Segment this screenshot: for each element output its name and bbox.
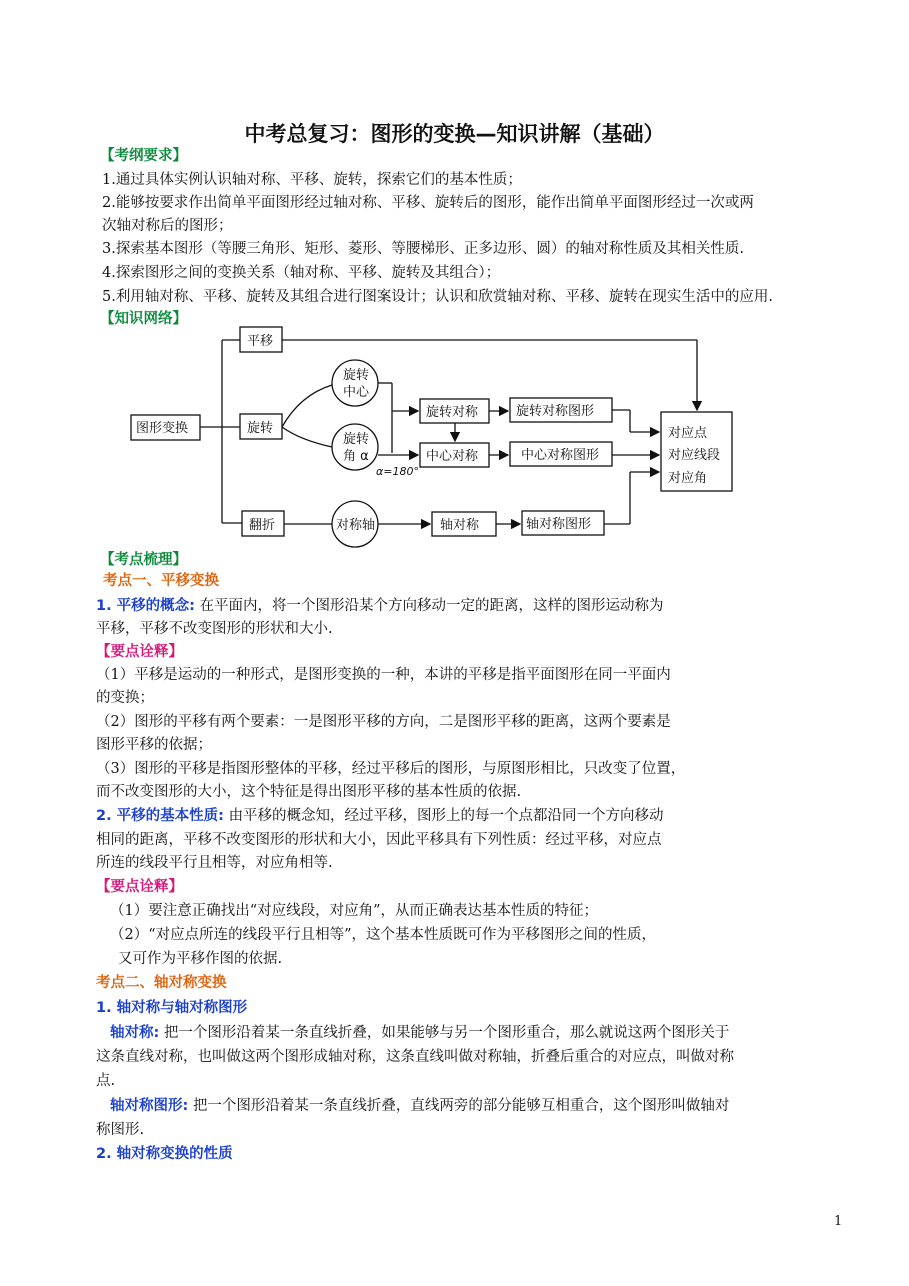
node-pingyi: 平移	[247, 334, 274, 349]
node-central-symmetry-figure: 中心对称图形	[521, 448, 600, 463]
requirement-1: 1.通过具体实例认识轴对称、平移、旋转，探索它们的基本性质；	[102, 172, 522, 188]
requirement-5: 5.利用轴对称、平移、旋转及其组合进行图案设计；认识和欣赏轴对称、平移、旋转在现实生活中的应用.	[102, 289, 773, 305]
axial-symmetric-figure-def-cont: 称图形.	[96, 1122, 145, 1138]
note-2: （2）图形的平移有两个要素：一是图形平移的方向，二是图形平移的距离，这两个要素是	[96, 714, 671, 730]
node-center-line2: 中心	[343, 385, 370, 400]
result-angle: 对应角	[668, 471, 708, 486]
translation-property-cont1: 相同的距离，平移不改变图形的形状和大小，因此平移具有下列性质：经过平移，对应点	[96, 832, 662, 848]
result-segment: 对应线段	[668, 448, 721, 463]
note-3: （3）图形的平移是指图形整体的平移，经过平移后的图形，与原图形相比，只改变了位置，	[96, 761, 686, 777]
page-number: 1	[834, 1214, 843, 1229]
axial-symmetry-def-cont1: 这条直线对称，也叫做这两个图形成轴对称，这条直线叫做对称轴，折叠后重合的对应点，叫做对称	[96, 1049, 734, 1065]
kaodian2-heading: 考点二、轴对称变换	[96, 975, 227, 991]
label-alpha: α=180°	[376, 465, 419, 478]
translation-property-cont2: 所连的线段平行且相等，对应角相等.	[96, 855, 333, 871]
node-axial-symmetry: 轴对称	[440, 518, 480, 533]
node-center-line1: 旋转	[343, 368, 370, 383]
requirement-4: 4.探索图形之间的变换关系（轴对称、平移、旋转及其组合）；	[102, 265, 501, 281]
node-axial-symmetry-figure: 轴对称图形	[526, 517, 592, 532]
requirement-2-cont: 次轴对称后的图形；	[102, 218, 233, 234]
section-kaodian: 【考点梳理】	[100, 552, 187, 568]
translation-property-label: 2. 平移的基本性质:	[96, 808, 224, 824]
note-1-cont: 的变换；	[96, 690, 154, 706]
note-3-cont: 而不改变图形的大小，这个特征是得出图形平移的基本性质的依据.	[96, 784, 522, 800]
translation-property-text: 由平移的概念知，经过平移，图形上的每一个点都沿同一个方向移动	[228, 808, 664, 824]
requirement-3: 3.探索基本图形（等腰三角形、矩形、菱形、等腰梯形、正多边形、圆）的轴对称性质及其相关性质.	[102, 241, 744, 257]
node-fanzhe: 翻折	[249, 518, 276, 533]
node-xuanzhuan: 旋转	[247, 421, 274, 436]
kaodian2-sub2: 2. 轴对称变换的性质	[96, 1146, 233, 1162]
section-kaogang: 【考纲要求】	[100, 148, 187, 164]
node-rotation-symmetry-figure: 旋转对称图形	[516, 404, 595, 419]
axial-symmetry-def	[110, 1023, 729, 1043]
section-zhishi: 【知识网络】	[100, 311, 187, 327]
note-1: （1）平移是运动的一种形式，是图形变换的一种，本讲的平移是指平面图形在同一平面内	[96, 667, 671, 683]
translation-definition-text: 在平面内，将一个图形沿某个方向移动一定的距离，这样的图形运动称为	[199, 598, 664, 614]
axial-symmetry-label: 轴对称:	[110, 1025, 160, 1041]
axial-symmetry-def-cont2: 点.	[96, 1073, 116, 1089]
notes-heading-2: 【要点诠释】	[96, 879, 183, 895]
node-angle-line1: 旋转	[343, 432, 370, 447]
requirement-2: 2.能够按要求作出简单平面图形经过轴对称、平移、旋转后的图形，能作出简单平面图形经过一次或两	[102, 195, 754, 211]
note2-2-cont: 又可作为平移作图的依据.	[118, 951, 283, 967]
axial-symmetric-figure-text: 把一个图形沿着某一条直线折叠，直线两旁的部分能够互相重合，这个图形叫做轴对	[192, 1098, 730, 1114]
notes-heading-1: 【要点诠释】	[96, 644, 183, 660]
result-point: 对应点	[668, 426, 708, 441]
translation-definition-cont: 平移，平移不改变图形的形状和大小.	[96, 621, 333, 637]
page-title: 中考总复习：图形的变换—知识讲解（基础）	[244, 122, 665, 146]
note2-2: （2）“对应点所连的线段平行且相等”，这个基本性质既可作为平移图形之间的性质，	[110, 927, 657, 943]
translation-definition-label: 1. 平移的概念:	[96, 598, 195, 614]
node-rotation-symmetry: 旋转对称	[426, 405, 479, 420]
note-2-cont: 图形平移的依据；	[96, 737, 212, 753]
knowledge-network-diagram	[0, 0, 909, 560]
axial-symmetric-figure-label: 轴对称图形:	[110, 1098, 189, 1114]
node-symmetry-axis: 对称轴	[336, 518, 376, 533]
note2-1: （1）要注意正确找出“对应线段，对应角”，从而正确表达基本性质的特征；	[110, 903, 599, 919]
node-tuxing-bianhuan: 图形变换	[136, 421, 189, 436]
axial-symmetry-text: 把一个图形沿着某一条直线折叠，如果能够与另一个图形重合，那么就说这两个图形关于	[163, 1025, 730, 1041]
translation-definition	[96, 596, 664, 616]
node-angle-line2: 角 α	[343, 449, 369, 464]
node-central-symmetry: 中心对称	[426, 449, 479, 464]
kaodian2-sub1: 1. 轴对称与轴对称图形	[96, 1000, 248, 1016]
axial-symmetric-figure-def	[110, 1096, 729, 1116]
translation-property	[96, 806, 664, 826]
kaodian1-heading: 考点一、平移变换	[103, 573, 219, 589]
